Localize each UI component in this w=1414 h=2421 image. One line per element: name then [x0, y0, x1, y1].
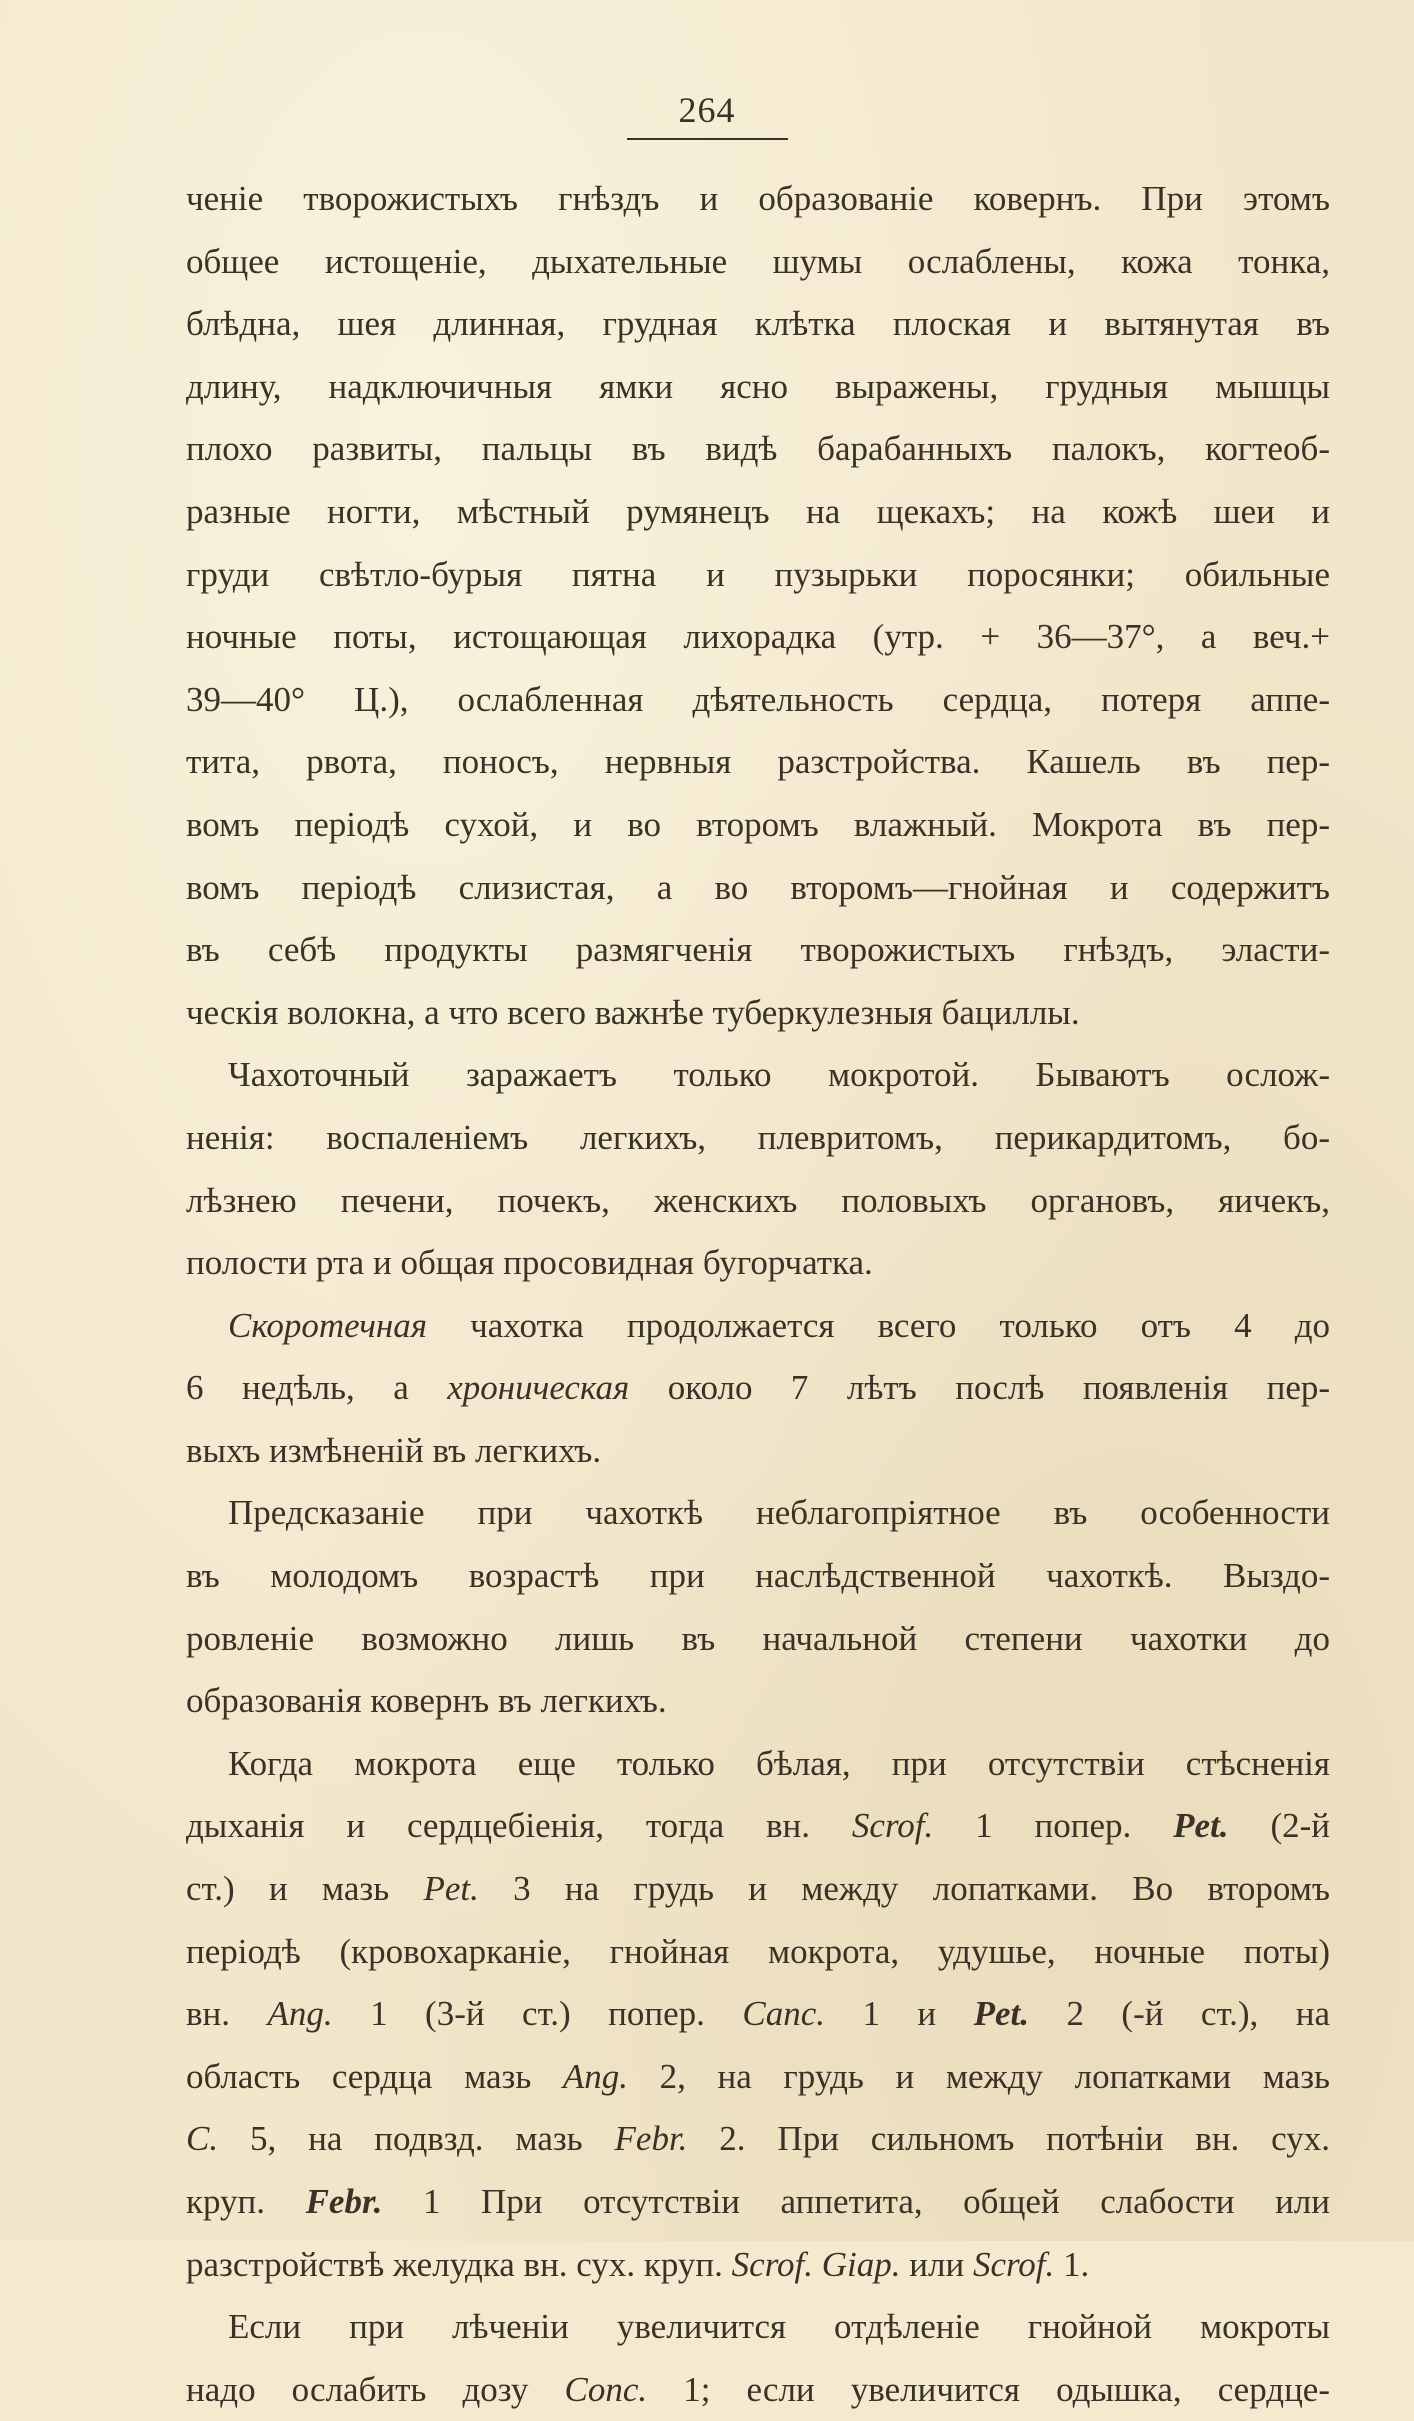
text-segment: (2-й [1228, 1806, 1330, 1846]
text-line: вомъ періодѣ сухой, и во второмъ влажный. Мокрота въ пер- [186, 804, 1330, 844]
text-line: образованія ковернъ въ легкихъ. [186, 1681, 667, 1721]
remedy-name: хроническая [447, 1368, 630, 1408]
text-line: Когда мокрота еще только бѣлая, при отсутствіи стѣсненія [228, 1743, 1330, 1783]
text-segment: 1 (3-й ст.) попер. [332, 1994, 743, 2034]
text-line: ночные поты, истощающая лихорадка (утр. + 36—37°, а веч.+ [186, 617, 1330, 657]
page-number: 264 [627, 88, 788, 140]
text-line [186, 1357, 1330, 1420]
text-line: лѣзнею печени, почекъ, женскихъ половыхъ органовъ, яичекъ, [186, 1180, 1330, 1220]
text-segment: 1 и [824, 1994, 974, 2034]
text-line: выхъ измѣненій въ легкихъ. [186, 1430, 602, 1470]
text-segment: 1 При отсутствіи аппетита, общей слабости или [382, 2182, 1330, 2221]
text-line: ровленіе возможно лишь въ начальной степени чахотки до [186, 1618, 1330, 1658]
remedy-name: C. [186, 2119, 219, 2159]
text-line: періодѣ (кровохарканіе, гнойная мокрота, удушье, ночные поты) [186, 1931, 1330, 1971]
page-header [0, 88, 1414, 140]
text-segment: 2. При сильномъ потѣніи вн. сух. [687, 2119, 1330, 2159]
text-line: полости рта и общая просовидная бугорчатка. [186, 1243, 873, 1283]
text-line: Чахоточный заражаетъ только мокротой. Бываютъ ослож- [228, 1055, 1330, 1095]
text-segment: около 7 лѣтъ послѣ появленія пер- [629, 1368, 1330, 1408]
text-segment: 2 (-й ст.), на [1029, 1994, 1330, 2034]
remedy-name: Pet. [1173, 1806, 1229, 1846]
text-segment: или [900, 2244, 973, 2284]
text-line [186, 2171, 1330, 2234]
text-segment: ст.) и мазь [186, 1869, 424, 1909]
text-segment: 3 на грудь и между лопатками. Во второмъ [478, 1869, 1330, 1909]
remedy-name: Ang. [562, 2056, 629, 2096]
text-line [186, 1858, 1330, 1921]
remedy-name: Скоротечная [228, 1305, 428, 1345]
text-line: ненія: воспаленіемъ легкихъ, плевритомъ, перикардитомъ, бо- [186, 1117, 1330, 1157]
remedy-name: Pet. [423, 1869, 479, 1909]
text-segment: 2, на грудь и между лопатками мазь [628, 2056, 1330, 2096]
text-line: общее истощеніе, дыхательные шумы ослаблены, кожа тонка, [186, 241, 1330, 281]
text-segment: 1; если увеличится одышка, сердце- [647, 2369, 1330, 2409]
text-segment: 1 попер. [933, 1806, 1174, 1846]
text-segment: 1. [1054, 2244, 1090, 2284]
text-line [186, 2046, 1330, 2109]
text-line: Если при лѣченіи увеличится отдѣленіе гнойной мокроты [228, 2307, 1330, 2347]
text-line: вомъ періодѣ слизистая, а во второмъ—гнойная и содержитъ [186, 867, 1330, 907]
remedy-name: Scrof. [972, 2244, 1055, 2284]
remedy-name: Giap. [821, 2244, 901, 2284]
text-line: груди свѣтло-бурыя пятна и пузырьки поросянки; обильные [186, 554, 1330, 594]
text-segment [813, 2245, 822, 2284]
remedy-name: Conc. [564, 2369, 648, 2409]
text-line: длину, надключичныя ямки ясно выражены, грудныя мышцы [186, 366, 1330, 406]
text-segment: дыханія и сердцебіенія, тогда вн. [186, 1806, 852, 1846]
remedy-name: Ang. [267, 1994, 333, 2034]
text-line: тита, рвота, поносъ, нервныя разстройства. Кашель въ пер- [186, 742, 1330, 782]
remedy-name: Febr. [614, 2119, 688, 2159]
text-segment: чахотка продолжается всего только отъ 4 до [427, 1305, 1330, 1345]
text-segment: круп. [186, 2182, 306, 2221]
text-line: 39—40° Ц.), ослабленная дѣятельность сердца, потеря аппе- [186, 679, 1330, 719]
text-line [186, 2234, 1330, 2297]
text-segment: вн. [186, 1994, 268, 2034]
remedy-name: Canc. [742, 1994, 825, 2034]
text-line [186, 1795, 1330, 1858]
text-line: ченіе творожистыхъ гнѣздъ и образованіе ковернъ. При этомъ [186, 179, 1330, 218]
text-line [186, 1983, 1330, 2046]
remedy-name: Febr. [305, 2182, 383, 2221]
text-line [186, 1295, 1330, 1358]
text-segment: надо ослабить дозу [186, 2369, 565, 2409]
text-segment: 5, на подвзд. мазь [218, 2119, 615, 2159]
text-segment: 6 недѣль, а [186, 1368, 448, 1408]
text-line [186, 2359, 1330, 2421]
remedy-name: Scrof. [731, 2244, 813, 2284]
text-line: Предсказаніе при чахоткѣ неблагопріятное въ особенности [228, 1493, 1330, 1533]
text-line: плохо развиты, пальцы въ видѣ барабанныхъ палокъ, когтеоб- [186, 429, 1330, 469]
text-line: въ себѣ продукты размягченія творожистыхъ гнѣздъ, эласти- [186, 930, 1330, 970]
remedy-name: Scrof. [851, 1806, 934, 1846]
text-line: блѣдна, шея длинная, грудная клѣтка плоская и вытянутая въ [186, 304, 1330, 344]
text-line: ческія волокна, а что всего важнѣе туберкулезныя бациллы. [186, 992, 1080, 1032]
text-line: разные ногти, мѣстный румянецъ на щекахъ; на кожѣ шеи и [186, 491, 1330, 531]
text-line [186, 2108, 1330, 2171]
text-line: въ молодомъ возрастѣ при наслѣдственной чахоткѣ. Выздо- [186, 1556, 1330, 1596]
text-segment: разстройствѣ желудка вн. сух. круп. [186, 2244, 732, 2284]
body-text [186, 168, 1330, 2421]
text-segment: область сердца мазь [186, 2056, 563, 2096]
remedy-name: Pet. [973, 1994, 1029, 2034]
